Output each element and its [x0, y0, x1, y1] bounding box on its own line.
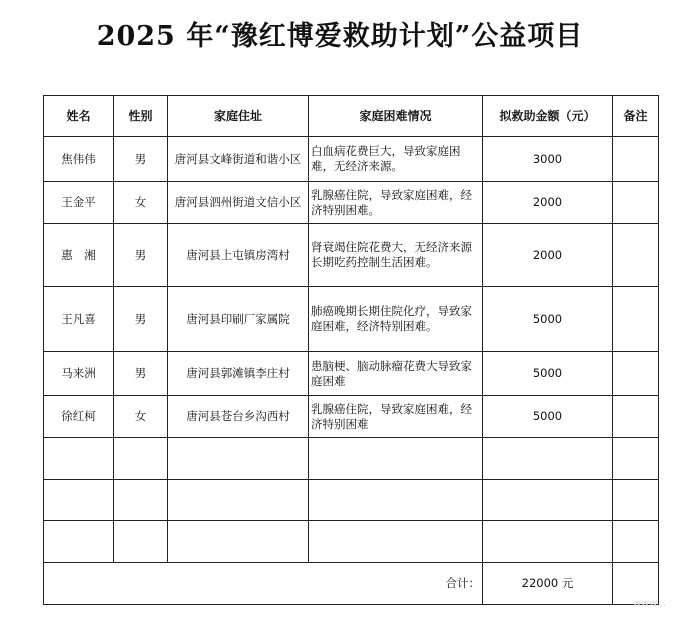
table-header-row: [44, 96, 659, 137]
header-remark: 备注: [613, 96, 659, 137]
cell-amount: 5000: [483, 352, 613, 396]
cell-remark: [613, 396, 659, 438]
cell-situation: 白血病花费巨大，导致家庭困难，无经济来源。: [309, 137, 483, 182]
cell-address: 唐河县印刷厂家属院: [168, 287, 309, 352]
empty-row: [44, 480, 659, 521]
cell-name: 王金平: [44, 182, 114, 224]
cell-amount: 3000: [483, 137, 613, 182]
empty-row: [44, 521, 659, 563]
table-row: [44, 352, 659, 396]
watermark: www...: [632, 598, 666, 609]
table-row: [44, 396, 659, 438]
cell-name: 徐红柯: [44, 396, 114, 438]
cell-amount: 5000: [483, 396, 613, 438]
document-title: 2025 年“豫红博爱救助计划”公益项目: [96, 21, 584, 52]
header-gender: 性别: [114, 96, 168, 137]
cell-remark: [613, 137, 659, 182]
cell-address: 唐河县文峰街道和谐小区: [168, 137, 309, 182]
cell-remark: [613, 182, 659, 224]
cell-gender: 男: [114, 287, 168, 352]
beneficiary-table: [43, 95, 659, 605]
cell-name: 马来洲: [44, 352, 114, 396]
cell-amount: 5000: [483, 287, 613, 352]
cell-name: 王凡喜: [44, 287, 114, 352]
cell-situation: 肺癌晚期长期住院化疗，导致家庭困难，经济特别困难。: [309, 287, 483, 352]
empty-row: [44, 438, 659, 480]
total-amount: 22000 元: [483, 563, 613, 605]
header-address: 家庭住址: [168, 96, 309, 137]
table-row: [44, 287, 659, 352]
header-situation: 家庭困难情况: [309, 96, 483, 137]
cell-situation: 患脑梗、脑动脉瘤花费大导致家庭困难: [309, 352, 483, 396]
cell-address: 唐河县郭滩镇李庄村: [168, 352, 309, 396]
cell-gender: 女: [114, 396, 168, 438]
cell-gender: 男: [114, 137, 168, 182]
cell-name: 惠 湘: [44, 224, 114, 287]
cell-situation: 乳腺癌住院，导致家庭困难，经济特别困难。: [309, 182, 483, 224]
cell-address: 唐河县上屯镇房湾村: [168, 224, 309, 287]
cell-address: 唐河县泗州街道文信小区: [168, 182, 309, 224]
cell-remark: [613, 224, 659, 287]
cell-remark: [613, 287, 659, 352]
cell-situation: 肾衰竭住院花费大，无经济来源长期吃药控制生活困难。: [309, 224, 483, 287]
cell-gender: 男: [114, 224, 168, 287]
table-row: [44, 137, 659, 182]
table-row: [44, 182, 659, 224]
header-amount: 拟救助金额（元）: [483, 96, 613, 137]
cell-remark: [613, 352, 659, 396]
table-row: [44, 224, 659, 287]
cell-situation: 乳腺癌住院，导致家庭困难，经济特别困难: [309, 396, 483, 438]
total-row: [44, 563, 659, 605]
cell-gender: 女: [114, 182, 168, 224]
total-label: 合计：: [44, 563, 483, 605]
cell-gender: 男: [114, 352, 168, 396]
header-name: 姓名: [44, 96, 114, 137]
cell-name: 焦伟伟: [44, 137, 114, 182]
cell-address: 唐河县苍台乡沟西村: [168, 396, 309, 438]
cell-amount: 2000: [483, 224, 613, 287]
cell-amount: 2000: [483, 182, 613, 224]
